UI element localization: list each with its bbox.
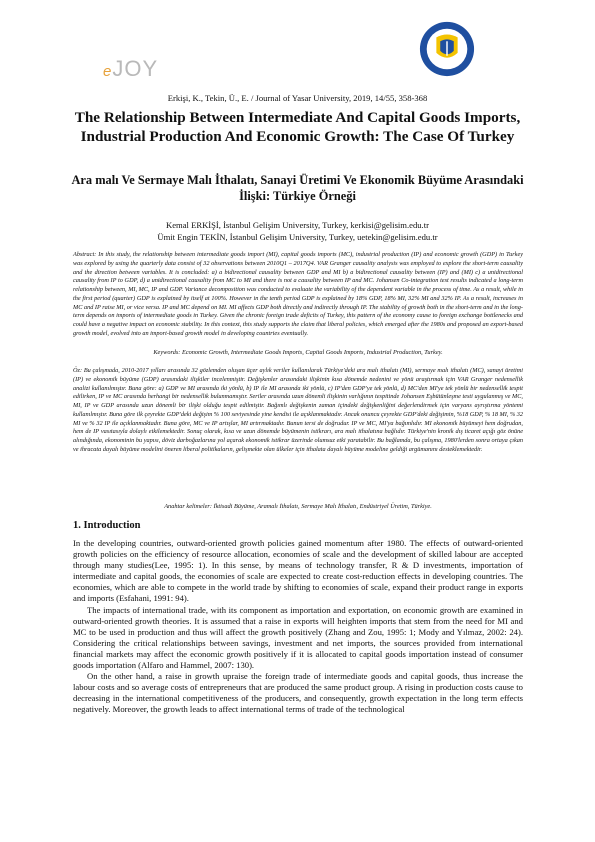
- section-heading: 1. Introduction: [73, 520, 141, 531]
- keywords-turkish: Anahtar kelimeler: İktisadi Büyüme, Aramalı İthalatı, Sermaye Malı İthalatı, Endüstriyel Üretim, Türkiye.: [164, 503, 432, 510]
- paragraph: The impacts of international trade, with its component as importation and exportation, on economic growth are examined in outward-oriented growth theories. It is assumed that a raise in exports will heighten imports that stem from the need for MI and MC to be used in production and thus will affect the growth positively (Zhang and Zou, 1995: 1; Mody and Yılmaz, 2002: 24). Considering the critical relationships between savings, investment and net imports, the sources provided from international financial markets may affect the economic growth positively if it is allocated to capital goods importation instead of consumer goods importation (Alfaro and Hammel, 2007: 130).: [73, 604, 523, 671]
- abstract-english: Abstract: In this study, the relationship between intermediate goods import (MI), capital goods imports (MC), industrial production (IP) and economic growth (GDP) in Turkey was explored by using the quarterly data consist of 32 observations between 2010Q1 – 2017Q4. VAR Granger causality analysis was employed to explore the short-term causality and the direction between variables. It is concluded: a) a bidirectional causality between GDP and MI b) a bidirectional causality between (IP) and (MI) c) a unidirectional causality from IP to GDP, d) a unidirectional causality from MC to MI and there is not a causality between IP and MC. Johansen Co-integration test results indicated a long-term relationship between, MI, MC, IP and GDP. Variance decomposition was conducted to evaluate the variability of the dependent variable in the process of time. As a result, while in the first period (quarter) GDP is explained by itself at 100%. However in the tenth period GDP is explained by 18% GDP, 18% MI, 32% MI and 32% IP. As a result, increases in MC and IP raise MI, or vice versa. IP and MC depend on MI. MI affects GDP both directly and indirectly through IP. The stability of growth both in the short-term and in the long-term depends on imports of intermediate goods in Turkey. Given the chronic foreign trade deficits of Turkey, this pattern of the economy cause to foreign exchange bottlenecks and could have a negative impact on economic stability. In this context, this study supports the claim that liberal policies, which emerged after the 1980s and proposed an export-based growth model, evolved into an import-based growth model in developing countries eventually.: [73, 251, 523, 337]
- author-2: Ümit Engin TEKİN, İstanbul Gelişim University, Turkey, uetekin@gelisim.edu.tr: [157, 232, 438, 242]
- page-header: [0, 0, 595, 90]
- journal-citation: Erkişi, K., Tekin, Ü., E. / Journal of Yasar University, 2019, 14/55, 358-368: [167, 93, 428, 103]
- author-1: Kemal ERKİŞİ, İstanbul Gelişim University, Turkey, kerkisi@gelisim.edu.tr: [166, 220, 429, 230]
- introduction-body: [73, 538, 523, 716]
- paragraph: In the developing countries, outward-oriented growth policies gained momentum after 1980. The effects of outward-oriented growth policies on the efficiency of resource allocation, economies of scale and the development of skilled labour are accepted through many studies(Lee, 1995: 1). In this sense, by means of technology transfer, R & D investments, importation of intermediate and capital goods, the economies of scale are expected to create cost-reduction effects in developing countries. The economies, which are able to compete in the world trade by shifting to economies of scale, expand their product range in exports and imports (Esfahani, 1991: 94).: [73, 538, 523, 604]
- university-logo-icon: [418, 20, 476, 78]
- paper-title: The Relationship Between Intermediate And Capital Goods Imports, Industrial Production And Economic Growth: The Case Of Turkey: [74, 109, 521, 145]
- author-list: [0, 219, 595, 243]
- abstract-turkish: Öz: Bu çalışmada, 2010-2017 yılları arasında 32 gözlemden oluşan üçer aylık veriler kullanılarak Türkiye'deki ara malı ithalatı (MI), sermaye malı ithalatı (MC), sanayi üretimi (IP) ve ekonomik büyüme (GDP) arasındaki ilişkiler incelenmiştir. Değişkenler arasındaki ilişkinin kısa dönemde nedenini ve yönü araştırmak için VAR Granger nedensellik analizi kullanılmıştır. Buna göre: a) GDP ve MI arasında iki yönlü, b) IP ile MI arasında iki yönlü, c) IP'den GDP'ye tek yönlü, d) MC'den MI'ye tek yönlü bir nedensellik tespit edilirken, IP ve MC arasında herhangi bir nedensellik bulunmamıştır. Seriler arasında uzun dönemli ilişkinin varlığının tespitinde Johansen Eşbütünleşme testi uygulanmış ve MC, MI, IP ve GDP arasında uzun dönemli bir ilişki olduğu tespit edilmiştir. Bağımlı değişkenin zaman içindeki değişkenliğini değerlendirmek için varyans ayrıştırma yöntemi kullanılmıştır. Buna göre ilk çeyrekte GDP'deki değişim % 100 seviyesinde yine kendisi ile açıklanmaktadır. Ancak onuncu çeyrekte GDP'deki değişimin, %18 GDP, % 18 MI, % 32 MI ve % 32 IP ile açıklanmaktadır. Buna göre, MC ve IP artışlar, MI artırmaktadır. Bunun tersi de doğrudur. IP ve MC, MI'ya bağımlıdır. MI ekonomik büyümeyi hem doğrudan, hem de IP vasıtasıyla dolaylı etkilemektedir. Sonuç olarak, kısa ve uzun dönemde büyümenin istikrarı, ara malı ithalatına bağlıdır. Türkiye'nin kronik dış ticaret açığı göz önüne alındığında, ekonominin bu yapısı, döviz darboğazlarına yol açarak ekonomik istikrar üzerinde olumsuz etki yaratabilir. Bu bağlamda, bu çalışma, 1980'lerden sonra ortaya çıkan ve ihracata dayalı büyüme modelini öneren liberal politikaların, gelişmekte olan ülkeler için ithalata dayalı büyüme modeline geldiği argümanını desteklemektedir.: [73, 367, 523, 453]
- paragraph: On the other hand, a raise in growth upraise the foreign trade of intermediate goods and capital goods, thus increase the labour costs and so average costs of entrepreneurs that are produced the same product group. A rising in production costs cause to decreasing in the international competitiveness of the producers, and consequently, growth expectation in the long term effects negatively. Moreover, the growth leads to affect international terms of trade of the technological: [73, 671, 523, 715]
- journal-logo: eJOY: [103, 56, 159, 81]
- paper-title-turkish: Ara malı Ve Sermaye Malı İthalatı, Sanayi Üretimi Ve Ekonomik Büyüme Arasındaki İlişki: Türkiye Örneği: [71, 173, 524, 203]
- keywords-english: Keywords: Economic Growth, Intermediate Goods Imports, Capital Goods Imports, Industrial Production, Turkey.: [153, 349, 443, 356]
